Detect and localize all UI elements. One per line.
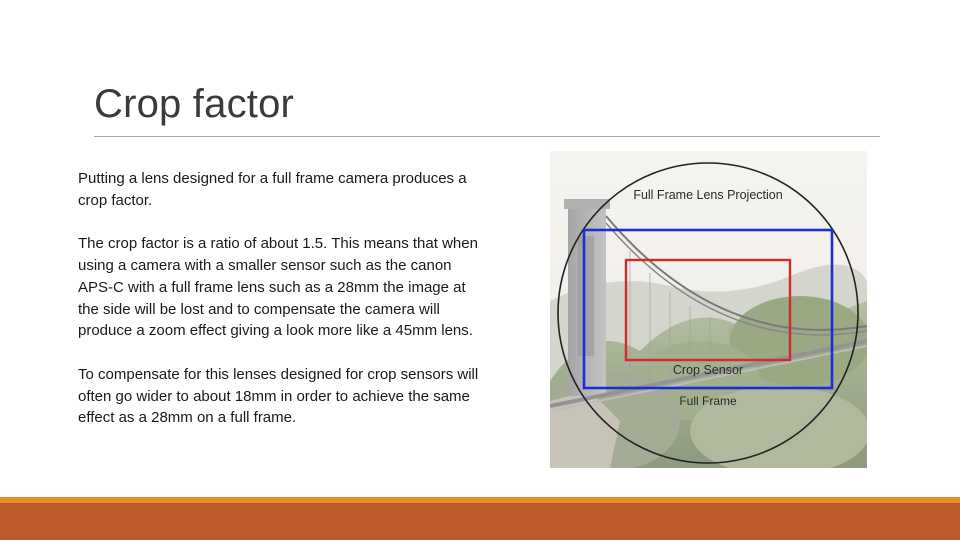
- paragraph-compensate: To compensate for this lenses designed for crop sensors will often go wider to about 18mm in order to achieve the same effect as a 28mm on a full frame.: [78, 365, 479, 427]
- paragraph-intro: Putting a lens designed for a full frame camera produces a crop factor.: [78, 170, 467, 209]
- slide-title: Crop factor: [94, 82, 295, 126]
- title-divider: [94, 136, 880, 137]
- paragraph-ratio: The crop factor is a ratio of about 1.5. This means that when using a camera with a smaller sensor such as the canon APS-C with a full frame lens such as a 28mm the image at the side will be lost and to compensate the camera will produce a zoom effect giving a look more like a 45mm lens.: [78, 235, 478, 340]
- crop-factor-diagram: [550, 151, 867, 468]
- projection-label: Full Frame Lens Projection: [633, 188, 783, 202]
- full-frame-label: Full Frame: [679, 394, 737, 408]
- crop-sensor-label: Crop Sensor: [672, 363, 744, 377]
- body-text: [78, 168, 488, 451]
- footer-bar: [0, 503, 960, 540]
